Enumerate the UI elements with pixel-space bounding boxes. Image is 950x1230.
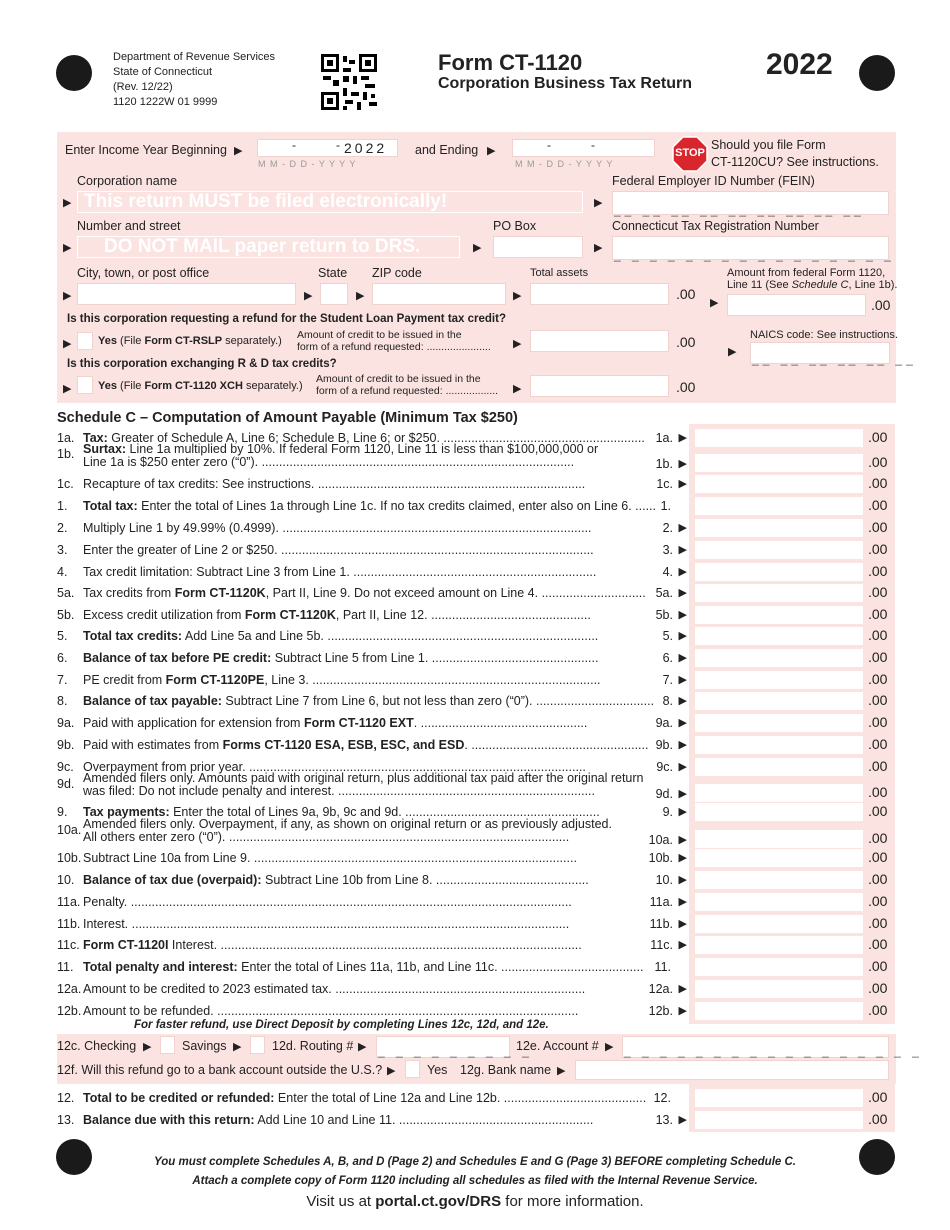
amount-input-12a[interactable]: [695, 980, 863, 998]
amount-cents: .00: [868, 784, 888, 800]
arrow-icon: ▶: [63, 197, 72, 209]
amount-cents: .00: [868, 584, 888, 600]
line-desc: Enter the greater of Line 2 or $250. ..........................................................................................: [83, 543, 594, 557]
fed-amount-cents: .00: [871, 297, 891, 313]
dept-name: Department of Revenue Services: [113, 51, 276, 63]
line-number: 11c.: [57, 938, 80, 952]
line-desc: Form CT-1120I Interest. ........................................................................................................: [83, 938, 582, 952]
arrow-icon: ▶: [678, 432, 687, 444]
line-desc: Penalty. ...............................................................................................................................: [83, 895, 572, 909]
line-desc: Excess credit utilization from Form CT-1120K, Part II, Line 12. ..............................................: [83, 608, 591, 622]
arrow-icon: ▶: [513, 338, 522, 350]
zip-label: ZIP code: [372, 266, 422, 280]
arrow-icon: ▶: [678, 806, 687, 818]
corp-name-ghost-text: This return MUST be filed electronically!: [84, 191, 448, 212]
fein-dashes: __ __ __ __ __ __ __ __ __: [614, 203, 865, 217]
slp-credit-label-line2: form of a refund requested: ......................: [297, 341, 491, 353]
arrow-icon: ▶: [678, 587, 687, 599]
arrow-icon: ▶: [605, 1041, 614, 1053]
naics-dashes: __ __ __ __ __ __: [752, 352, 917, 366]
portal-link[interactable]: portal.ct.gov/DRS: [375, 1193, 502, 1210]
line-desc: Total tax: Enter the total of Lines 1a through Line 1c. If no tax credits claimed, enter also on Line 6. ......: [83, 499, 656, 513]
line-1c: [57, 474, 687, 495]
begin-date-placeholder: M M - D D - Y Y Y Y: [258, 159, 357, 169]
amount-input-9d[interactable]: [695, 784, 863, 802]
amount-cents: .00: [868, 830, 888, 846]
bank-name-label: 12g. Bank name: [460, 1063, 552, 1077]
fed-amount-label-line1: Amount from federal Form 1120,: [727, 267, 886, 279]
line-number: 11b.: [57, 917, 81, 931]
cu-question-line2: CT-1120CU? See instructions.: [711, 155, 879, 169]
amount-cents: .00: [868, 980, 888, 996]
line-9b: [57, 735, 687, 756]
arrow-icon: ▶: [387, 1065, 396, 1077]
line-number: 12b.: [57, 1004, 82, 1018]
fed-amount-label-line2: Line 11 (See Schedule C, Line 1b).: [727, 279, 898, 291]
line-number: 13.: [57, 1113, 75, 1127]
line-5b: [57, 605, 687, 626]
begin-year-value: 2022: [344, 140, 388, 156]
line-ref: 8.: [662, 694, 673, 708]
amount-input-1[interactable]: [695, 497, 863, 515]
line-number: 12.: [57, 1091, 75, 1105]
arrow-icon: ▶: [594, 242, 603, 254]
amount-cents: .00: [868, 454, 888, 470]
line-number: 1.: [57, 499, 68, 513]
arrow-icon: ▶: [678, 852, 687, 864]
line-desc: Amount to be credited to 2023 estimated tax. ........................................................................: [83, 982, 586, 996]
line-number: 1a.: [57, 431, 75, 445]
line-desc: Surtax: Line 1a multiplied by 10%. If federal Form 1120, Line 11 is less than $100,000,000 or Line 1a is $250 enter zero (“0”). ..........................................................................................: [83, 442, 599, 469]
line-number: 9c.: [57, 760, 74, 774]
po-box-label: PO Box: [493, 219, 537, 233]
arrow-icon: ▶: [678, 522, 687, 534]
street-ghost-text: DO NOT MAIL paper return to DRS.: [104, 236, 421, 257]
line-11: [57, 957, 687, 978]
amount-cents: .00: [868, 429, 888, 445]
line-11c: [57, 935, 687, 956]
line-desc: Paid with application for extension from Form CT-1120 EXT. ................................................: [83, 716, 588, 730]
arrow-icon: ▶: [473, 242, 482, 254]
rd-question: Is this corporation exchanging R & D tax credits?: [67, 358, 337, 370]
amount-cents: .00: [868, 541, 888, 557]
rd-credit-label-line2: form of a refund requested: ..................: [316, 385, 499, 397]
arrow-icon: ▶: [678, 478, 687, 490]
outside-us-yes-label: Yes: [427, 1063, 448, 1077]
arrow-icon: ▶: [678, 695, 687, 707]
arrow-icon: ▶: [63, 290, 72, 302]
income-begin-label: Enter Income Year Beginning: [65, 143, 227, 157]
amount-input-10b[interactable]: [695, 849, 863, 867]
ct-reg-dashes: _ _ _ _ _ _ _ _ _ _ _ _ _ _ _ _: [614, 248, 895, 262]
city-label: City, town, or post office: [77, 266, 210, 280]
line-11b: [57, 914, 687, 935]
line-ref: 12a.: [648, 982, 673, 996]
line-number: 2.: [57, 521, 68, 535]
amount-input-12b[interactable]: [695, 1002, 863, 1020]
checking-checkbox[interactable]: [160, 1036, 175, 1054]
amount-input-11[interactable]: [695, 958, 863, 976]
line-5a: [57, 583, 687, 604]
line-number: 10.: [57, 873, 75, 887]
line-number: 3.: [57, 543, 68, 557]
footer-visit: Visit us at portal.ct.gov/DRS for more information.: [306, 1193, 644, 1210]
line-number: 9a.: [57, 716, 75, 730]
amount-input-9c[interactable]: [695, 758, 863, 776]
line-ref: 2.: [662, 521, 673, 535]
city-input[interactable]: [77, 283, 296, 305]
registration-dot-top-left: [56, 55, 92, 91]
line-ref: 5.: [662, 629, 673, 643]
line-number: 6.: [57, 651, 68, 665]
arrow-icon: ▶: [513, 290, 522, 302]
line-desc: Balance of tax before PE credit: Subtract Line 5 from Line 1. ................................................: [83, 651, 599, 665]
arrow-icon: ▶: [678, 1005, 687, 1017]
line-4: [57, 562, 687, 583]
line-desc: Balance due with this return: Add Line 10 and Line 11. ........................................................: [83, 1113, 594, 1127]
line-13: [57, 1110, 687, 1131]
line-7: [57, 670, 687, 691]
amount-input-13[interactable]: [695, 1111, 863, 1129]
registration-dot-top-right: [859, 55, 895, 91]
amount-cents: .00: [868, 915, 888, 931]
arrow-icon: ▶: [678, 609, 687, 621]
line-number: 12a.: [57, 982, 82, 996]
arrow-icon: ▶: [234, 145, 243, 157]
arrow-icon: ▶: [304, 290, 313, 302]
ct-reg-label: Connecticut Tax Registration Number: [612, 219, 819, 233]
amount-cents: .00: [868, 893, 888, 909]
line-number: 9b.: [57, 738, 75, 752]
line-desc: Total to be credited or refunded: Enter the total of Line 12a and Line 12b. .........................................: [83, 1091, 647, 1105]
arrow-icon: ▶: [63, 383, 72, 395]
cu-question-line1: Should you file Form: [711, 138, 826, 152]
amount-input-9a[interactable]: [695, 714, 863, 732]
form-subtitle: Corporation Business Tax Return: [438, 75, 692, 92]
line-ref: 5b.: [655, 608, 673, 622]
line-desc: Balance of tax due (overpaid): Subtract Line 10b from Line 8. ............................................: [83, 873, 589, 887]
line-ref: 9.: [662, 805, 673, 819]
line-6: [57, 648, 687, 669]
slp-yes-label: Yes (File Form CT-RSLP separately.): [98, 335, 282, 347]
line-number: 5a.: [57, 586, 75, 600]
line-2: [57, 518, 687, 539]
arrow-icon: ▶: [678, 983, 687, 995]
arrow-icon: ▶: [710, 297, 719, 309]
amount-cents: .00: [868, 671, 888, 687]
state-label: State: [318, 266, 348, 280]
arrow-icon: ▶: [678, 761, 687, 773]
corp-name-label: Corporation name: [77, 174, 178, 188]
line-number: 9d.: [57, 777, 75, 791]
amount-input-11b[interactable]: [695, 915, 863, 933]
rd-credit-input[interactable]: [530, 375, 669, 397]
amount-input-8[interactable]: [695, 692, 863, 710]
line-ref: 9d.: [655, 787, 673, 801]
line-number: 11a.: [57, 895, 81, 909]
amount-input-2[interactable]: [695, 519, 863, 537]
line-ref: 11b.: [649, 917, 673, 931]
amount-input-10a[interactable]: [695, 830, 863, 848]
line-ref: 11a.: [649, 895, 673, 909]
end-date-separators: - -: [547, 138, 595, 152]
line-ref: 10.: [655, 873, 673, 887]
line-ref: 11.: [654, 960, 671, 974]
rd-yes-checkbox[interactable]: [77, 376, 93, 394]
amount-input-6[interactable]: [695, 649, 863, 667]
line-ref: 9b.: [655, 738, 673, 752]
line-ref: 12.: [653, 1091, 671, 1105]
arrow-icon: ▶: [678, 918, 687, 930]
direct-deposit-note: For faster refund, use Direct Deposit by completing Lines 12c, 12d, and 12e.: [134, 1019, 549, 1031]
rd-credit-cents: .00: [676, 379, 696, 395]
form-code: 1120 1222W 01 9999: [113, 96, 218, 108]
line-number: 10b.: [57, 851, 82, 865]
revision: (Rev. 12/22): [113, 81, 173, 93]
slp-question: Is this corporation requesting a refund for the Student Loan Payment tax credit?: [67, 313, 506, 325]
account-label: 12e. Account #: [516, 1039, 599, 1053]
amount-cents: .00: [868, 606, 888, 622]
line-desc: Tax credits from Form CT-1120K, Part II, Line 9. Do not exceed amount on Line 4. ..............................: [83, 586, 646, 600]
line-5: [57, 626, 687, 647]
line-desc: Tax: Greater of Schedule A, Line 6; Schedule B, Line 6; or $250. ..........................................................: [83, 431, 645, 445]
begin-date-separators: - -: [292, 138, 340, 152]
arrow-icon: ▶: [63, 242, 72, 254]
schedule-c-title: Schedule C – Computation of Amount Payable (Minimum Tax $250): [57, 410, 518, 426]
state-name: State of Connecticut: [113, 66, 213, 78]
arrow-icon: ▶: [678, 874, 687, 886]
amount-input-10[interactable]: [695, 871, 863, 889]
line-ref: 5a.: [655, 586, 673, 600]
amount-cents: .00: [868, 1111, 888, 1127]
line-9a: [57, 713, 687, 734]
line-desc: Amended filers only. Overpayment, if any, as shown on original return or as previously adjusted. All others enter zero (“0”). ..................................................................................................: [83, 817, 612, 844]
amount-cents: .00: [868, 649, 888, 665]
line-1b: [57, 442, 687, 471]
po-box-input[interactable]: [493, 236, 583, 258]
line-3: [57, 540, 687, 561]
line-10: [57, 870, 687, 891]
amount-cents: .00: [868, 519, 888, 535]
fed-amount-input[interactable]: [727, 294, 866, 316]
qr-code-icon: [321, 54, 377, 110]
line-desc: Tax credit limitation: Subtract Line 3 from Line 1. ......................................................................: [83, 565, 597, 579]
amount-input-3[interactable]: [695, 541, 863, 559]
line-number: 5b.: [57, 608, 75, 622]
line-ref: 4.: [662, 565, 673, 579]
line-number: 7.: [57, 673, 68, 687]
stop-sign-text: STOP: [675, 147, 705, 159]
line-ref: 13.: [655, 1113, 673, 1127]
line-ref: 10b.: [648, 851, 673, 865]
arrow-icon: ▶: [678, 652, 687, 664]
line-number: 5.: [57, 629, 68, 643]
line-ref: 9c.: [656, 760, 673, 774]
line-ref: 7.: [662, 673, 673, 687]
amount-cents: .00: [868, 736, 888, 752]
bank-name-input[interactable]: [575, 1060, 889, 1080]
amount-cents: .00: [868, 758, 888, 774]
line-11a: [57, 892, 687, 913]
arrow-icon: ▶: [143, 1041, 152, 1053]
form-title: Form CT-1120: [438, 50, 583, 75]
arrow-icon: ▶: [678, 1114, 687, 1126]
line-ref: 1c.: [656, 477, 673, 491]
arrow-icon: ▶: [678, 788, 687, 800]
line-ref: 10a.: [648, 833, 673, 847]
amount-cents: .00: [868, 871, 888, 887]
line-ref: 9a.: [655, 716, 673, 730]
arrow-icon: ▶: [356, 290, 365, 302]
arrow-icon: ▶: [678, 566, 687, 578]
line-12a: [57, 979, 687, 1000]
zip-input[interactable]: [372, 283, 506, 305]
outside-us-label: 12f. Will this refund go to a bank account outside the U.S.?: [57, 1063, 383, 1077]
line-desc: Amended filers only. Amounts paid with original return, plus additional tax paid after the original return was filed: Do not include penalty and interest. ..........................................................................: [83, 771, 644, 798]
amount-input-5a[interactable]: [695, 584, 863, 602]
line-number: 1b.: [57, 447, 75, 461]
arrow-icon: ▶: [513, 383, 522, 395]
line-9d: [57, 771, 687, 801]
amount-input-7[interactable]: [695, 671, 863, 689]
amount-cents: .00: [868, 1089, 888, 1105]
line-number: 9.: [57, 805, 68, 819]
routing-dashes: _ _ _ _ _ _ _ _ _: [378, 1044, 533, 1058]
amount-input-11a[interactable]: [695, 893, 863, 911]
slp-credit-cents: .00: [676, 334, 696, 350]
amount-input-4[interactable]: [695, 563, 863, 581]
line-ref: 1b.: [655, 457, 673, 471]
arrow-icon: ▶: [487, 145, 496, 157]
arrow-icon: ▶: [678, 739, 687, 751]
amount-cents: .00: [868, 849, 888, 865]
footer-instruction-2: Attach a complete copy of Form 1120 including all schedules as filed with the Internal Revenue Service.: [192, 1175, 758, 1187]
line-desc: Recapture of tax credits: See instructions. .............................................................................: [83, 477, 586, 491]
end-date-placeholder: M M - D D - Y Y Y Y: [515, 159, 614, 169]
arrow-icon: ▶: [678, 458, 687, 470]
amount-input-11c[interactable]: [695, 936, 863, 954]
outside-us-checkbox[interactable]: [405, 1060, 420, 1078]
line-desc: Overpayment from prior year. .................................................................................................: [83, 760, 586, 774]
line-ref: 11c.: [650, 938, 673, 952]
savings-checkbox[interactable]: [250, 1036, 265, 1054]
arrow-icon: ▶: [678, 896, 687, 908]
amount-cents: .00: [868, 958, 888, 974]
slp-credit-input[interactable]: [530, 330, 669, 352]
line-desc: PE credit from Form CT-1120PE, Line 3. ...................................................................................: [83, 673, 601, 687]
line-ref: 1a.: [655, 431, 673, 445]
arrow-icon: ▶: [678, 939, 687, 951]
naics-label: NAICS code: See instructions.: [750, 329, 898, 341]
slp-yes-checkbox[interactable]: [77, 332, 93, 350]
amount-cents: .00: [868, 936, 888, 952]
line-desc: Amount to be refunded. ........................................................................................................: [83, 1004, 579, 1018]
state-input[interactable]: [320, 283, 348, 305]
amount-input-1c[interactable]: [695, 475, 863, 493]
arrow-icon: ▶: [678, 674, 687, 686]
agency-block: [113, 50, 275, 110]
fein-label: Federal Employer ID Number (FEIN): [612, 174, 815, 188]
arrow-icon: ▶: [728, 346, 737, 358]
arrow-icon: ▶: [557, 1065, 566, 1077]
line-1: [57, 496, 687, 517]
amount-input-5[interactable]: [695, 627, 863, 645]
arrow-icon: ▶: [594, 197, 603, 209]
amount-input-12[interactable]: [695, 1089, 863, 1107]
amount-input-9[interactable]: [695, 803, 863, 821]
line-ref: 6.: [662, 651, 673, 665]
line-number: 1c.: [57, 477, 74, 491]
total-assets-label: Total assets: [530, 267, 589, 279]
line-number: 10a.: [57, 823, 82, 837]
total-assets-cents: .00: [676, 286, 696, 302]
line-12: [57, 1088, 687, 1109]
amount-input-1b[interactable]: [695, 454, 863, 472]
amount-cents: .00: [868, 627, 888, 643]
arrow-icon: ▶: [358, 1041, 367, 1053]
line-number: 11.: [57, 960, 74, 974]
rd-credit-label-line1: Amount of credit to be issued in the: [316, 373, 481, 385]
amount-cents: .00: [868, 1002, 888, 1018]
routing-label: 12d. Routing #: [272, 1039, 354, 1053]
amount-input-5b[interactable]: [695, 606, 863, 624]
line-desc: Subtract Line 10a from Line 9. .............................................................................................: [83, 851, 577, 865]
street-label: Number and street: [77, 219, 181, 233]
line-ref: 1.: [660, 499, 671, 513]
arrow-icon: ▶: [678, 630, 687, 642]
line-desc: Balance of tax payable: Subtract Line 7 from Line 6, but not less than zero (“0”). ..................................: [83, 694, 655, 708]
line-desc: Total penalty and interest: Enter the total of Lines 11a, 11b, and Line 11c. .........................................: [83, 960, 644, 974]
amount-cents: .00: [868, 497, 888, 513]
line-8: [57, 691, 687, 712]
amount-cents: .00: [868, 563, 888, 579]
line-desc: Multiply Line 1 by 49.99% (0.4999). .........................................................................................: [83, 521, 592, 535]
line-desc: Interest. ..............................................................................................................................: [83, 917, 570, 931]
footer-instruction-1: You must complete Schedules A, B, and D (Page 2) and Schedules E and G (Page 3) BEFORE completing Schedule C.: [154, 1156, 796, 1168]
line-number: 4.: [57, 565, 68, 579]
line-10b: [57, 848, 687, 869]
ending-label: and Ending: [415, 143, 479, 157]
amount-cents: .00: [868, 475, 888, 491]
amount-input-1a[interactable]: [695, 429, 863, 447]
line-ref: 3.: [662, 543, 673, 557]
line-number: 8.: [57, 694, 68, 708]
savings-label: Savings: [182, 1039, 227, 1053]
account-dashes: _ _ _ _ _ _ _ _ _ _ _ _ _ _ _ _ _: [624, 1044, 923, 1058]
slp-credit-label-line1: Amount of credit to be issued in the: [297, 329, 462, 341]
line-desc: Total tax credits: Add Line 5a and Line 5b. ..............................................................................: [83, 629, 599, 643]
arrow-icon: ▶: [678, 544, 687, 556]
tax-year: 2022: [766, 48, 833, 81]
arrow-icon: ▶: [678, 717, 687, 729]
total-assets-input[interactable]: [530, 283, 669, 305]
amount-cents: .00: [868, 714, 888, 730]
line-desc: Tax payments: Enter the total of Lines 9a, 9b, 9c and 9d. ........................................................: [83, 805, 600, 819]
amount-cents: .00: [868, 803, 888, 819]
checking-label: 12c. Checking: [57, 1039, 137, 1053]
arrow-icon: ▶: [63, 338, 72, 350]
amount-input-9b[interactable]: [695, 736, 863, 754]
amount-cents: .00: [868, 692, 888, 708]
arrow-icon: ▶: [678, 834, 687, 846]
rd-yes-label: Yes (File Form CT-1120 XCH separately.): [98, 380, 303, 392]
arrow-icon: ▶: [233, 1041, 242, 1053]
line-10a: [57, 817, 687, 847]
line-ref: 12b.: [648, 1004, 673, 1018]
line-desc: Paid with estimates from Forms CT-1120 ESA, ESB, ESC, and ESD. ...................................................: [83, 738, 649, 752]
